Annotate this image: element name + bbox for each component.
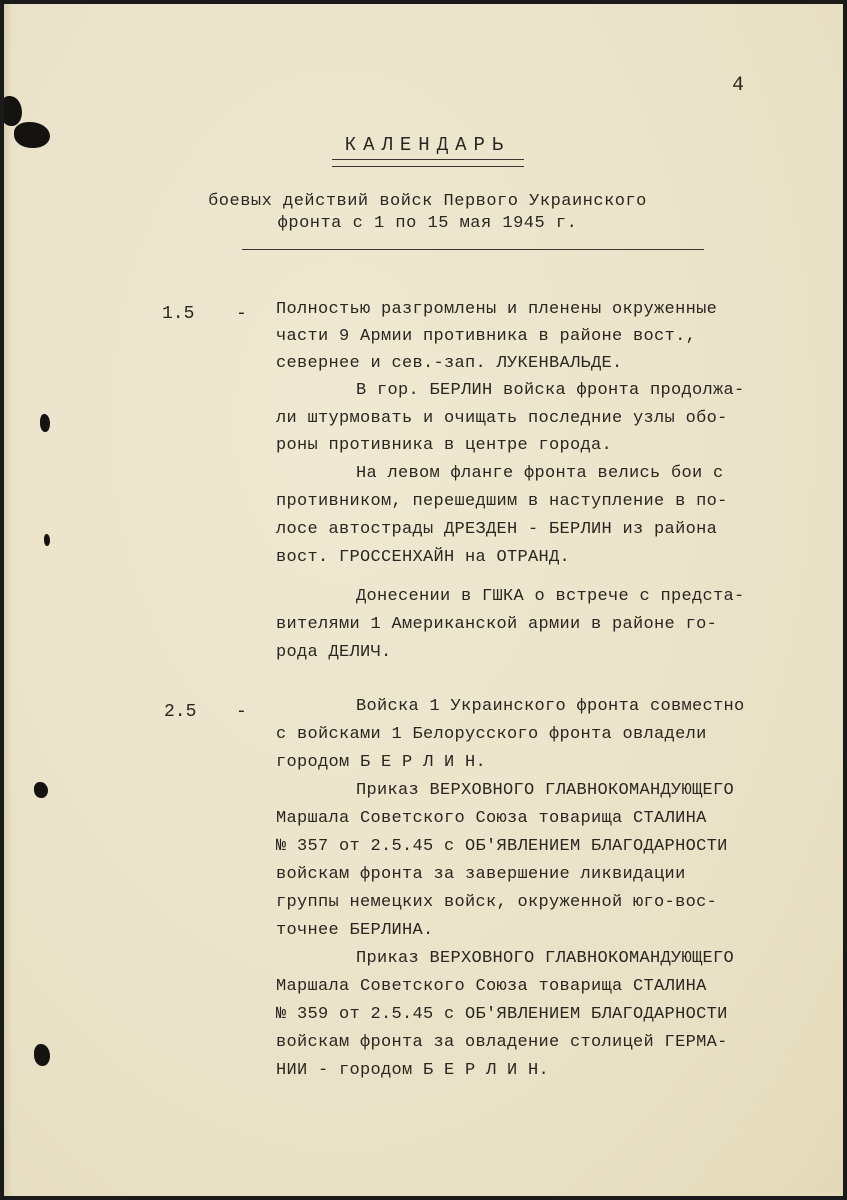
entry-text-line: Донесении в ГШКА о встрече с предста- bbox=[356, 587, 745, 606]
entry-text-line: Приказ ВЕРХОВНОГО ГЛАВНОКОМАНДУЮЩЕГО bbox=[356, 781, 735, 800]
entry-text-line: ли штурмовать и очищать последние узлы обо- bbox=[276, 409, 728, 428]
entry-text-line: городом Б Е Р Л И Н. bbox=[276, 753, 487, 772]
title-double-underline bbox=[332, 159, 524, 167]
punch-hole-mark bbox=[34, 1044, 50, 1066]
subtitle-line-2: фронта с 1 по 15 мая 1945 г. bbox=[277, 214, 578, 233]
entry-text-line: вост. ГРОССЕНХАЙН на ОТРАНД. bbox=[276, 548, 571, 567]
page-number: 4 bbox=[732, 74, 745, 97]
entry-text-line: № 359 от 2.5.45 с ОБ'ЯВЛЕНИЕМ БЛАГОДАРНОСТИ bbox=[276, 1005, 728, 1024]
entry-text-line: части 9 Армии противника в районе вост., bbox=[276, 327, 697, 346]
entry-text-line: Приказ ВЕРХОВНОГО ГЛАВНОКОМАНДУЮЩЕГО bbox=[356, 949, 735, 968]
entry-text-line: Маршала Советского Союза товарища СТАЛИНА bbox=[276, 809, 707, 828]
entry-dash: - bbox=[236, 702, 247, 722]
entry-text-line: противником, перешедшим в наступление в по- bbox=[276, 492, 728, 511]
punch-hole-mark bbox=[34, 782, 48, 798]
document-page bbox=[4, 4, 843, 1196]
entry-text-line: точнее БЕРЛИНА. bbox=[276, 921, 434, 940]
subtitle-line-1: боевых действий войск Первого Украинского bbox=[208, 192, 647, 211]
entry-text-line: Полностью разгромлены и пленены окруженные bbox=[276, 300, 718, 319]
entry-text-line: лосе автострады ДРЕЗДЕН - БЕРЛИН из района bbox=[276, 520, 718, 539]
punch-hole-mark bbox=[40, 414, 50, 432]
document-title: КАЛЕНДАРЬ bbox=[344, 134, 511, 156]
entry-text-line: войскам фронта за овладение столицей ГЕРМА- bbox=[276, 1033, 728, 1052]
entry-text-line: На левом фланге фронта велись бои с bbox=[356, 464, 724, 483]
entry-text-line: В гор. БЕРЛИН войска фронта продолжа- bbox=[356, 381, 745, 400]
entry-text-line: войскам фронта за завершение ликвидации bbox=[276, 865, 686, 884]
scan-edge-shadow bbox=[4, 4, 12, 1196]
entry-text-line: группы немецких войск, окруженной юго-вос- bbox=[276, 893, 718, 912]
entry-text-line: роны противника в центре города. bbox=[276, 436, 613, 455]
punch-hole-mark bbox=[44, 534, 50, 546]
entry-text-line: вителями 1 Американской армии в районе го- bbox=[276, 615, 718, 634]
entry-text-line: Войска 1 Украинского фронта совместно bbox=[356, 697, 745, 716]
entry-text-line: № 357 от 2.5.45 с ОБ'ЯВЛЕНИЕМ БЛАГОДАРНОСТИ bbox=[276, 837, 728, 856]
entry-text-line: НИИ - городом Б Е Р Л И Н. bbox=[276, 1061, 550, 1080]
entry-date: 1.5 bbox=[162, 304, 195, 324]
header-rule bbox=[242, 249, 704, 250]
entry-text-line: севернее и сев.-зап. ЛУКЕНВАЛЬДЕ. bbox=[276, 354, 623, 373]
entry-date: 2.5 bbox=[164, 702, 197, 722]
punch-hole-mark bbox=[4, 96, 22, 126]
entry-text-line: Маршала Советского Союза товарища СТАЛИНА bbox=[276, 977, 707, 996]
entry-dash: - bbox=[236, 304, 247, 324]
entry-text-line: рода ДЕЛИЧ. bbox=[276, 643, 392, 662]
entry-text-line: с войсками 1 Белорусского фронта овладели bbox=[276, 725, 707, 744]
